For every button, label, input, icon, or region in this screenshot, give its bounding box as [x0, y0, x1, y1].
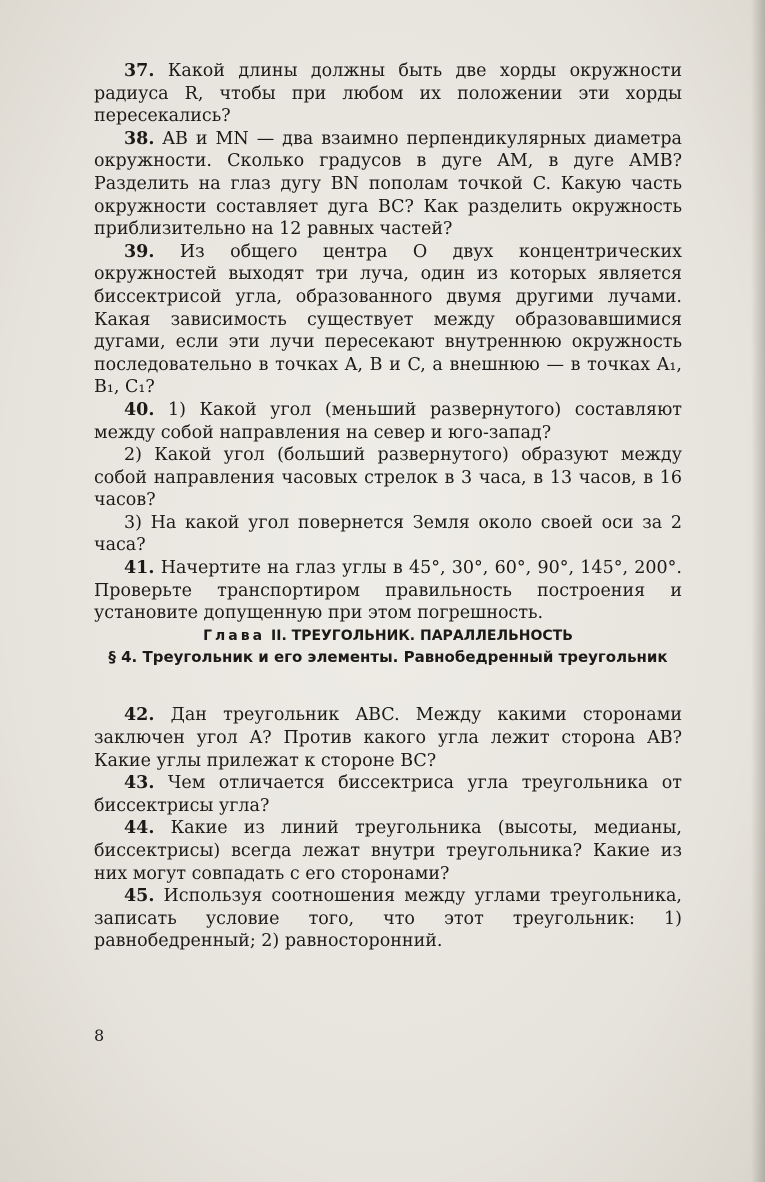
problem-45: 45. Используя соотношения между углами треугольника, записать условие того, что этот треугольник: 1) равнобедренный; 2) равносторонний. [94, 886, 682, 952]
problem-40-3: 3) На какой угол повернется Земля около своей оси за 2 часа? [94, 512, 682, 556]
problem-40-2: 2) Какой угол (больший развернутого) образуют между собой направления часовых стрелок в 3 часа, в 13 часов, в 16 часов? [94, 445, 682, 511]
chapter-heading: Глава II. ТРЕУГОЛЬНИК. ПАРАЛЛЕЛЬНОСТЬ [203, 627, 573, 644]
problem-40-1: 40. 1) Какой угол (меньший развернутого) составляют между собой направления на север и юго-запад? [94, 399, 682, 443]
page-edge-shadow [751, 0, 765, 1182]
problem-38: 38. AB и MN — два взаимно перпендикулярных диаметра окружности. Сколько градусов в дуге AM, в дуге AMB? Разделить на глаз дугу BN пополам точкой C. Какую часть окружности составляет дуга BC? Как разделить окружность приблизительно на 12 равных частей? [94, 128, 682, 240]
text-column [94, 60, 682, 953]
problem-43: 43. Чем отличается биссектриса угла треугольника от биссектрисы угла? [94, 773, 682, 816]
spacer [94, 668, 682, 704]
problem-41: 41. Начертите на глаз углы в 45°, 30°, 60°, 90°, 145°, 200°. Проверьте транспортиром правильность построения и установите допущенную при этом погрешность. [94, 558, 682, 624]
section-heading: § 4. Треугольник и его элементы. Равнобедренный треугольник [108, 648, 668, 667]
page-number: 8 [94, 1026, 105, 1045]
problem-42: 42. Дан треугольник ABC. Между какими сторонами заключен угол A? Против какого угла лежит сторона AB? Какие углы прилежат к стороне BC? [94, 705, 682, 771]
problem-44: 44. Какие из линий треугольника (высоты, медианы, биссектрисы) всегда лежат внутри треугольника? Какие из них могут совпадать с его сторонами? [94, 818, 682, 884]
problem-37: 37. Какой длины должны быть две хорды окружности радиуса R, чтобы при любом их положении эти хорды пересекались? [94, 61, 682, 127]
problem-39: 39. Из общего центра O двух концентрических окружностей выходят три луча, один из которых является биссектрисой угла, образованного двумя другими лучами. Какая зависимость существует между образовавшимися дугами, если эти лучи пересекают внутреннюю окружность последовательно в точках A, B и C, а внешнюю — в точках A₁, B₁, C₁? [94, 241, 682, 398]
